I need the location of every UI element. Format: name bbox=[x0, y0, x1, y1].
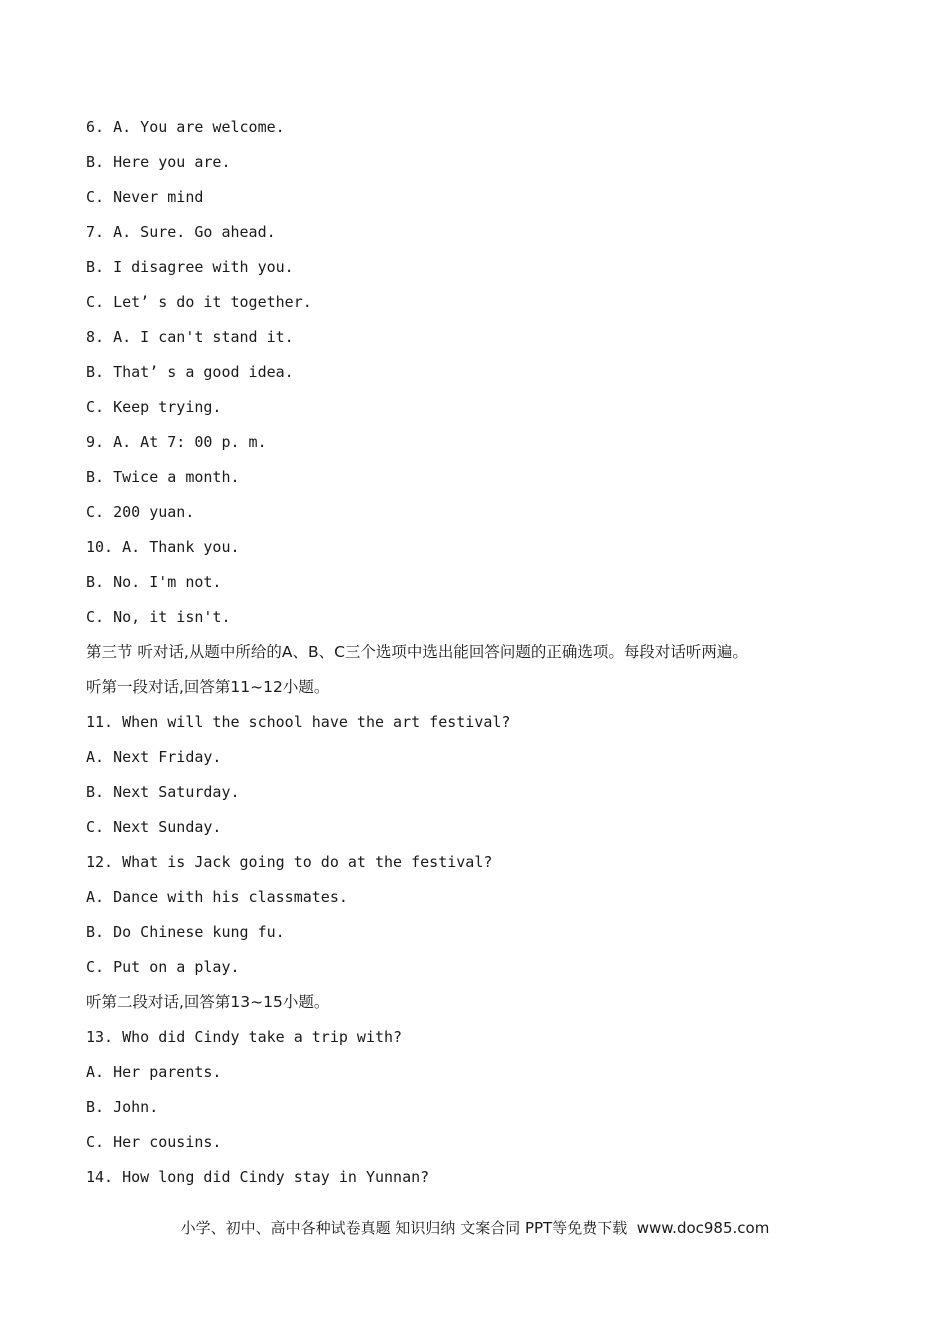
question-option: 8. A. I can't stand it. bbox=[86, 328, 294, 346]
question-option: 9. A. At 7: 00 p. m. bbox=[86, 433, 267, 451]
question-text: 11. When will the school have the art festival? bbox=[86, 713, 511, 731]
answer-option: B. John. bbox=[86, 1098, 159, 1116]
answer-option: B. Twice a month. bbox=[86, 468, 240, 486]
answer-option: A. Dance with his classmates. bbox=[86, 888, 348, 906]
answer-option: B. Here you are. bbox=[86, 153, 231, 171]
question-option: 7. A. Sure. Go ahead. bbox=[86, 223, 276, 241]
answer-option: B. Do Chinese kung fu. bbox=[86, 923, 285, 941]
section-instruction: 听第一段对话,回答第11~12小题。 bbox=[86, 678, 330, 696]
section-instruction: 听第二段对话,回答第13~15小题。 bbox=[86, 993, 330, 1011]
answer-option: C. Never mind bbox=[86, 188, 204, 206]
question-option: 6. A. You are welcome. bbox=[86, 118, 285, 136]
answer-option: A. Next Friday. bbox=[86, 748, 222, 766]
answer-option: C. Let’ s do it together. bbox=[86, 293, 312, 311]
answer-option: B. Next Saturday. bbox=[86, 783, 240, 801]
answer-option: C. Keep trying. bbox=[86, 398, 222, 416]
answer-option: C. No, it isn't. bbox=[86, 608, 231, 626]
page-footer: 小学、初中、高中各种试卷真题 知识归纳 文案合同 PPT等免费下载 www.doc985.com bbox=[180, 1219, 770, 1237]
answer-option: B. I disagree with you. bbox=[86, 258, 294, 276]
question-option: 10. A. Thank you. bbox=[86, 538, 240, 556]
answer-option: C. Next Sunday. bbox=[86, 818, 222, 836]
document-body bbox=[86, 110, 876, 1195]
answer-option: C. Her cousins. bbox=[86, 1133, 222, 1151]
answer-option: B. No. I'm not. bbox=[86, 573, 222, 591]
answer-option: C. Put on a play. bbox=[86, 958, 240, 976]
question-text: 13. Who did Cindy take a trip with? bbox=[86, 1028, 403, 1046]
question-text: 14. How long did Cindy stay in Yunnan? bbox=[86, 1168, 430, 1186]
answer-option: C. 200 yuan. bbox=[86, 503, 195, 521]
section-instruction: 第三节 听对话,从题中所给的A、B、C三个选项中选出能回答问题的正确选项。每段对话听两遍。 bbox=[86, 643, 748, 661]
answer-option: A. Her parents. bbox=[86, 1063, 222, 1081]
question-text: 12. What is Jack going to do at the festival? bbox=[86, 853, 493, 871]
answer-option: B. That’ s a good idea. bbox=[86, 363, 294, 381]
